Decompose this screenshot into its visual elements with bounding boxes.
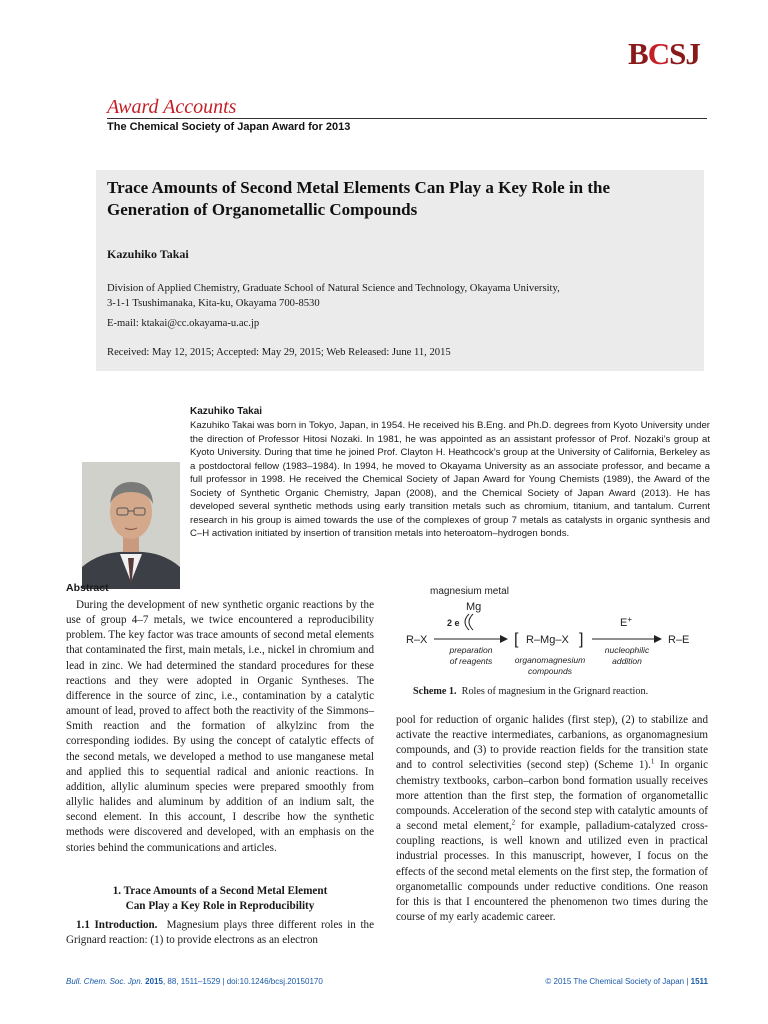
- scheme-reactant-rx: R–X: [406, 634, 428, 646]
- scheme-label-2e: 2 e: [447, 618, 460, 628]
- scheme-caption-text: Roles of magnesium in the Grignard reaction.: [461, 686, 649, 697]
- scheme-label-of-reagents: of reagents: [449, 656, 493, 666]
- affiliation-line-2: 3-1-1 Tsushimanaka, Kita-ku, Okayama 700-8530: [107, 298, 320, 309]
- scheme-caption: [413, 686, 648, 697]
- scheme-label-eplus: E+: [620, 615, 633, 629]
- journal-logo: [628, 34, 708, 74]
- author-photo: [82, 462, 180, 589]
- header-divider: [107, 118, 707, 119]
- page-number: 1511: [690, 977, 708, 986]
- award-subtitle: The Chemical Society of Japan Award for 2013: [107, 121, 351, 133]
- scheme-arrow-2-head: [654, 635, 662, 643]
- section-1-heading-line-1: 1. Trace Amounts of a Second Metal Element: [112, 885, 328, 897]
- electron-transfer-arc-1: [465, 614, 469, 630]
- author-email[interactable]: E-mail: ktakai@cc.okayama-u.ac.jp: [107, 318, 260, 329]
- section-label: Award Accounts: [107, 96, 237, 118]
- received-dates: Received: May 12, 2015; Accepted: May 29, 2015; Web Released: June 11, 2015: [107, 347, 451, 358]
- bio-name: Kazuhiko Takai: [190, 406, 263, 417]
- scheme-intermediate-rmgx: R–Mg–X: [526, 634, 569, 646]
- scheme-label-magnesium-metal: magnesium metal: [430, 586, 509, 597]
- scheme-arrow-1-head: [500, 635, 508, 643]
- footer-citation: Bull. Chem. Soc. Jpn. 2015, 88, 1511–1529 | doi:10.1246/bcsj.20150170: [66, 977, 323, 986]
- section-1-1-text: [66, 918, 374, 948]
- scheme-label-mg: Mg: [466, 601, 482, 613]
- electron-transfer-arc-2: [469, 614, 473, 630]
- section-1-heading-line-2: Can Play a Key Role in Reproducibility: [125, 900, 315, 912]
- author-name: Kazuhiko Takai: [107, 247, 189, 261]
- scheme-label-preparation: preparation: [449, 645, 493, 655]
- scheme-1-diagram: [396, 582, 708, 677]
- footer-copyright: © 2015 The Chemical Society of Japan | 1511: [545, 977, 708, 986]
- subsection-heading: 1.1 Introduction.: [76, 919, 158, 931]
- scheme-label-compounds: compounds: [528, 666, 572, 676]
- abstract-text: During the development of new synthetic organic reactions by the use of group 4–7 metals, we twice encountered a reproducibility problem. The key factor was trace amounts of second metal elements that contaminated the first, main metals, i.e., nickel in chromium and lead in zinc. We had determined the standard procedures for these reactions and they were adopted in Organic Syntheses. The difference in the source of zinc, i.e., contamination by a catalytic amount of lead, proved to affect both the reactivity of the Simmons–Smith reaction and the formation of alkylzinc from the corresponding iodides. By using the concept of catalytic effects of the second metals, we developed a method to use manganese metal and applied this to sequential radical and anionic reactions. In addition, allylic aluminum species were prepared smoothly from allylic halides and aluminum by addition of an indium salt, the second element. In this account, I describe how the synthetic methods were discovered and developed, with an emphasis on the stories behind the communications and articles.: [66, 599, 374, 854]
- paper-title: Trace Amounts of Second Metal Elements Can Play a Key Role in the Generation of Organometallic Compounds: [107, 178, 611, 219]
- scheme-product-re: R–E: [668, 634, 690, 646]
- right-column-text: pool for reduction of organic halides (first step), (2) to stabilize and activate the reactive intermediates, carbanions, as organomagnesium compounds, and (3) to provide reaction fields for the transition state and to control selectivities (second step) (Scheme 1).$^1$ In organic chemistry textbooks, carbon–carbon bond formation usually receives more attention than the first step, the formation of organometallic compounds. Acceleration of the second step with catalytic amounts of a second metal element,$^2$ for example, palladium-catalyzed cross-coupling reactions, is well known and utilized even in practical industrial processes. In this manuscript, however, I focus on the effects of the second metal elements on the first step, the formation of organometallic compounds under reductive conditions. One reason for this is that I encountered the phenomenon two times during the course of my early academic career.: [396, 714, 708, 924]
- reference-2[interactable]: 2: [511, 818, 516, 827]
- bcsj-logo-text: BCSJ: [628, 36, 700, 71]
- scheme-bracket-right: ]: [579, 631, 584, 648]
- intro-text: Magnesium plays three different roles in the Grignard reaction: (1) to provide electrons as an electron: [66, 919, 374, 947]
- scheme-label-organomagnesium: organomagnesium: [514, 655, 586, 665]
- scheme-label-nucleophilic: nucleophilic: [604, 645, 650, 655]
- section-1-heading: [66, 884, 374, 914]
- bio-text: Kazuhiko Takai was born in Tokyo, Japan, in 1954. He received his B.Eng. and Ph.D. degrees from Kyoto University under the direction of Professor Hitosi Nozaki. In 1981, he was appointed as an assistant professor of Prof. Nozaki’s group at Kyoto University. During that time he joined Prof. Clayton H. Heathcock’s group at the University of California, Berkeley as a postdoctoral fellow (1983–1984). In 1994, he moved to Okayama University as an associate professor, and became a full professor in 1998. He received the Chemical Society of Japan Award for Young Chemists (1989), the Award of the Society of Synthetic Organic Chemistry, Japan (2008), and the Chemical Society of Japan Award (2013). He has developed several synthetic methods using early transition metals such as chromium, titanium, and tantalum. Current research in his group is aimed towards the use of the complexes of group 7 metals as catalysts in organic synthesis and C–H activation initiated by insertion of transition metals into heteroatom–hydrogen bonds.: [190, 420, 710, 539]
- scheme-bracket-left: [: [514, 631, 519, 648]
- affiliation: [107, 281, 647, 311]
- reference-1[interactable]: 1: [650, 757, 655, 766]
- affiliation-line-1: Division of Applied Chemistry, Graduate School of Natural Science and Technology, Okayama University,: [107, 283, 560, 294]
- abstract-heading: Abstract: [66, 582, 109, 594]
- scheme-label-addition: addition: [612, 656, 642, 666]
- scheme-caption-label: Scheme 1.: [413, 686, 457, 697]
